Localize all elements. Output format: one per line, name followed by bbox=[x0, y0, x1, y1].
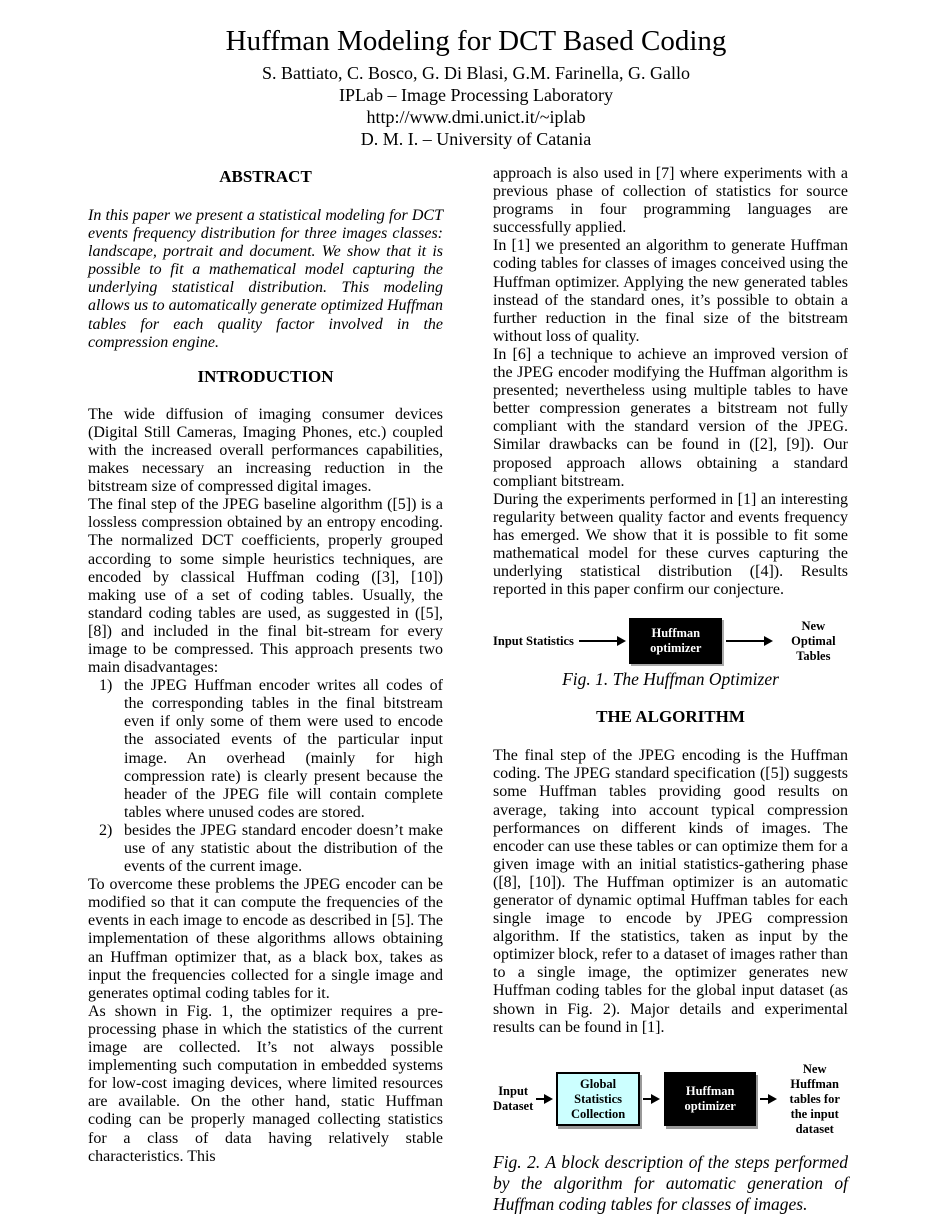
figure2-output-label: New Huffman tables for the input dataset bbox=[789, 1061, 840, 1136]
arrow-shaft bbox=[726, 640, 764, 642]
arrow-right-icon bbox=[726, 636, 773, 646]
arrow-head bbox=[651, 1094, 660, 1104]
arrow-right-icon bbox=[643, 1094, 660, 1104]
paper-header bbox=[0, 24, 952, 150]
list-item bbox=[88, 677, 443, 822]
body-paragraph: During the experiments performed in [1] an interesting regularity between quality factor and events frequency has emerged. We show that it is possible to fit some mathematical model for these curves capturing the underlying statistical distribution ([4]). Results reported in this paper confirm our conjecture. bbox=[493, 490, 848, 599]
left-column bbox=[88, 165, 443, 1215]
figure1-output-label: New Optimal Tables bbox=[791, 618, 836, 663]
list-item-number: 1) bbox=[99, 677, 113, 695]
figure2-diagram bbox=[493, 1062, 848, 1137]
lab-line: IPLab – Image Processing Laboratory bbox=[339, 85, 613, 105]
body-paragraph: In [1] we presented an algorithm to generate Huffman coding tables for classes of images conceived using the Huffman optimizer. Applying the new generated tables instead of the standard ones, it’s possible to obtain a further reduction in the final size of the bitstream without loss of quality. bbox=[493, 237, 848, 345]
global-statistics-box: Global Statistics Collection bbox=[556, 1072, 640, 1126]
figure1-caption: Fig. 1. The Huffman Optimizer bbox=[562, 669, 779, 690]
abstract-text: In this paper we present a statistical modeling for DCT events frequency distribution for three images classes: landscape, portrait and document. We show that it is possible to fit a mathematical model capturing the underlying statistical distribution. This modeling allows us to automatically generate optimized Huffman tables for each quality factor involved in the compression engine. bbox=[88, 207, 443, 351]
arrow-right-icon bbox=[579, 636, 626, 646]
body-paragraph: approach is also used in [7] where experiments with a previous phase of collection of statistics for source programs in four programming languages are successfully applied. bbox=[493, 165, 848, 237]
arrow-shaft bbox=[760, 1098, 768, 1100]
figure2-input-label: Input Dataset bbox=[493, 1084, 534, 1114]
algorithm-heading: THE ALGORITHM bbox=[596, 707, 745, 727]
arrow-head bbox=[768, 1094, 777, 1104]
authors-line: S. Battiato, C. Bosco, G. Di Blasi, G.M. Farinella, G. Gallo bbox=[262, 63, 690, 83]
list-item bbox=[88, 822, 443, 876]
paper-title: Huffman Modeling for DCT Based Coding bbox=[225, 25, 727, 57]
huffman-optimizer-box: Huffman optimizer bbox=[629, 618, 722, 664]
introduction-heading: INTRODUCTION bbox=[197, 366, 334, 386]
arrow-shaft bbox=[579, 640, 617, 642]
figure1-diagram bbox=[493, 618, 848, 664]
disadvantages-list bbox=[88, 677, 443, 876]
figure1-input-label: Input Statistics bbox=[493, 633, 574, 648]
arrow-head bbox=[544, 1094, 553, 1104]
intro-paragraph: The wide diffusion of imaging consumer devices (Digital Still Cameras, Imaging Phones, etc.) coupled with the increased overall performances capabilities, makes necessary an increasing reduction in the bitstream size of compressed digital images. bbox=[88, 405, 443, 496]
institution-line: D. M. I. – University of Catania bbox=[360, 129, 592, 149]
list-item-text: besides the JPEG standard encoder doesn’t make use of any statistic about the distribution of the events of the current image. bbox=[124, 821, 443, 876]
intro-paragraph: As shown in Fig. 1, the optimizer requires a pre-processing phase in which the statistics of the current image are collected. It’s not always possible implementing such computation in embedded systems for low-cost imaging devices, where limited resources are available. On the other hand, static Huffman coding can be properly managed collecting statistics for a class of data having relatively stable characteristics. This bbox=[88, 1002, 443, 1165]
intro-paragraph: The final step of the JPEG baseline algorithm ([5]) is a lossless compression obtained by an entropy encoding. The normalized DCT coefficients, properly grouped according to some simple heuristics techniques, are encoded by classical Huffman coding ([3], [10]) making use of a set of coding tables. Usually, the standard coding tables are used, as suggested in ([5], [8]) and included in the final bit-stream for every image to be compressed. This approach presents two main disadvantages: bbox=[88, 496, 443, 677]
lab-url: http://www.dmi.unict.it/~iplab bbox=[366, 107, 586, 127]
list-item-text: the JPEG Huffman encoder writes all codes of the corresponding tables in the final bitstream even if only some of them were used to encode the associated events of the particular input image. An overhead (mainly for high compression rate) is clearly present because the header of the JPEG file will contain complete tables where unused codes are stored. bbox=[124, 677, 443, 821]
arrow-right-icon bbox=[760, 1094, 777, 1104]
right-column bbox=[493, 165, 848, 1215]
abstract-heading: ABSTRACT bbox=[219, 167, 312, 186]
arrow-right-icon bbox=[536, 1094, 553, 1104]
figure2-caption: Fig. 2. A block description of the steps performed by the algorithm for automatic generation of Huffman coding tables for classes of images. bbox=[493, 1151, 848, 1214]
arrow-shaft bbox=[643, 1098, 651, 1100]
two-column-body bbox=[0, 150, 952, 1215]
body-paragraph: In [6] a technique to achieve an improved version of the JPEG encoder modifying the Huffman algorithm is presented; nevertheless using multiple tables to have better compression generates a bitstream not fully compliant with the standard version of the JPEG. Similar drawbacks can be found in ([2], [9]). Our proposed approach allows obtaining a standard compliant bitstream. bbox=[493, 345, 848, 490]
arrow-head bbox=[617, 636, 626, 646]
huffman-optimizer-box: Huffman optimizer bbox=[664, 1072, 756, 1126]
list-item-number: 2) bbox=[99, 821, 113, 839]
intro-paragraph: To overcome these problems the JPEG encoder can be modified so that it can compute the frequencies of the events in each image to encode as described in [5]. The implementation of these algorithms allows obtaining an Huffman optimizer that, as a black box, takes as input the frequencies collected for a single image and generates optimal coding tables for it. bbox=[88, 876, 443, 1002]
arrow-shaft bbox=[536, 1098, 544, 1100]
arrow-head bbox=[764, 636, 773, 646]
body-paragraph: The final step of the JPEG encoding is the Huffman coding. The JPEG standard specification ([5]) suggests some Huffman tables providing good results on average, taking into account typical compression performances on different kinds of images. The encoder can use these tables or can optimize them for a given image with an initial statistics-gathering phase ([8], [10]). The Huffman optimizer is an automatic generator of dynamic optimal Huffman tables for each single image to encode by JPEG compression algorithm. If the statistics, taken as input by the optimizer block, refer to a dataset of images rather than to a single image, the optimizer generates new Huffman coding tables for the global input dataset (as shown in Fig. 2). Major details and experimental results can be found in [1]. bbox=[493, 747, 848, 1036]
